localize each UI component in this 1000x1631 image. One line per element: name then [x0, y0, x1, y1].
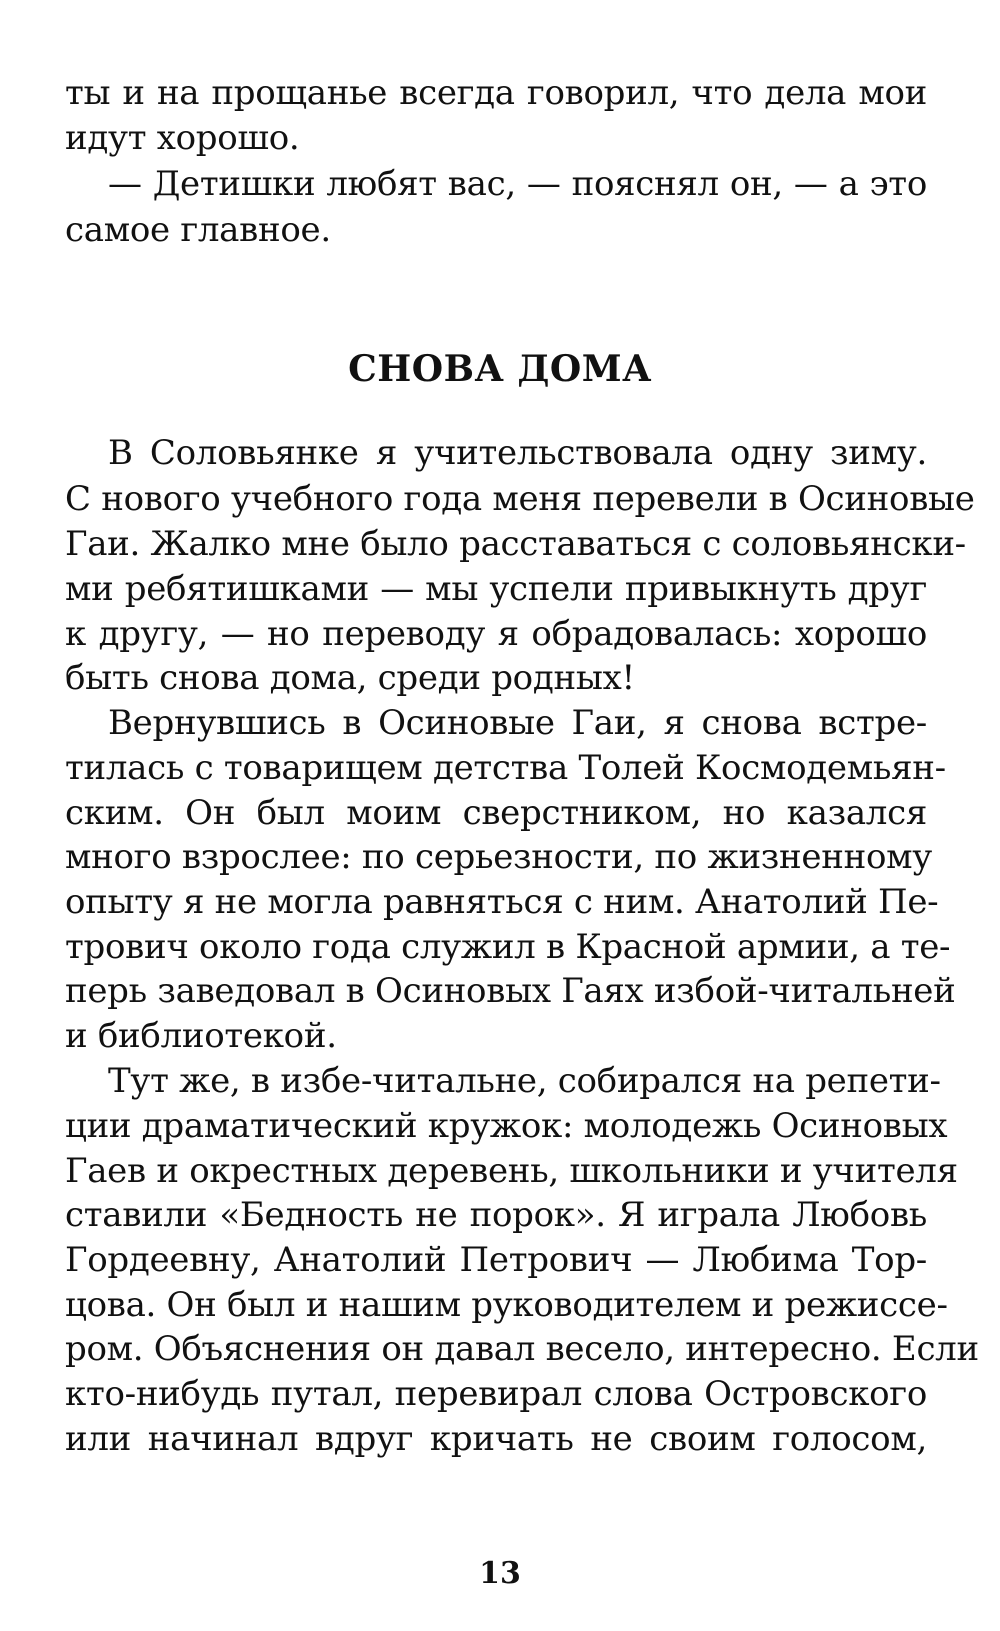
text-line: В Соловьянке я учительствовала одну зиму. — [108, 433, 927, 473]
text-line: много взрослее: по серьезности, по жизненному — [65, 837, 932, 877]
text-line: ции драматический кружок: молодежь Осиновых — [65, 1106, 948, 1146]
text-line: кто-нибудь путал, перевирал слова Островского — [65, 1374, 927, 1414]
text-line: ставили «Бедность не порок». Я играла Любовь — [65, 1195, 927, 1235]
text-line: ми ребятишками — мы успели привыкнуть друг — [65, 569, 927, 609]
page-number: 13 — [479, 1556, 521, 1591]
text-line: — Детишки любят вас, — пояснял он, — а это — [108, 164, 927, 204]
text-line: ским. Он был моим сверстником, но казался — [65, 793, 927, 833]
chapter-heading: СНОВА ДОМА — [348, 348, 652, 390]
text-line: самое главное. — [65, 210, 331, 250]
text-line: Тут же, в избе-читальне, собирался на репети- — [108, 1061, 941, 1101]
text-line: и библиотекой. — [65, 1016, 337, 1056]
text-line: идут хорошо. — [65, 118, 300, 158]
text-line: Гаи. Жалко мне было расставаться с соловьянски- — [65, 524, 966, 564]
text-line: быть снова дома, среди родных! — [65, 658, 635, 698]
text-line: цова. Он был и нашим руководителем и режиссе- — [65, 1285, 948, 1325]
text-line: Гордеевну, Анатолий Петрович — Любима Тор- — [65, 1240, 927, 1280]
text-line: трович около года служил в Красной армии, а те- — [65, 927, 951, 967]
text-line: С нового учебного года меня перевели в Осиновые — [65, 479, 975, 519]
text-line: ром. Объяснения он давал весело, интересно. Если — [65, 1329, 979, 1369]
text-line: Вернувшись в Осиновые Гаи, я снова встре- — [108, 703, 927, 743]
text-line: перь заведовал в Осиновых Гаях избой-читальней — [65, 971, 956, 1011]
text-line: ты и на прощанье всегда говорил, что дела мои — [65, 73, 927, 113]
text-line: к другу, — но переводу я обрадовалась: хорошо — [65, 614, 927, 654]
text-line: опыту я не могла равняться с ним. Анатолий Пе- — [65, 882, 939, 922]
text-line: или начинал вдруг кричать не своим голосом, — [65, 1419, 927, 1459]
text-line: тилась с товарищем детства Толей Космодемьян- — [65, 748, 946, 788]
text-line: Гаев и окрестных деревень, школьники и учителя — [65, 1151, 958, 1191]
